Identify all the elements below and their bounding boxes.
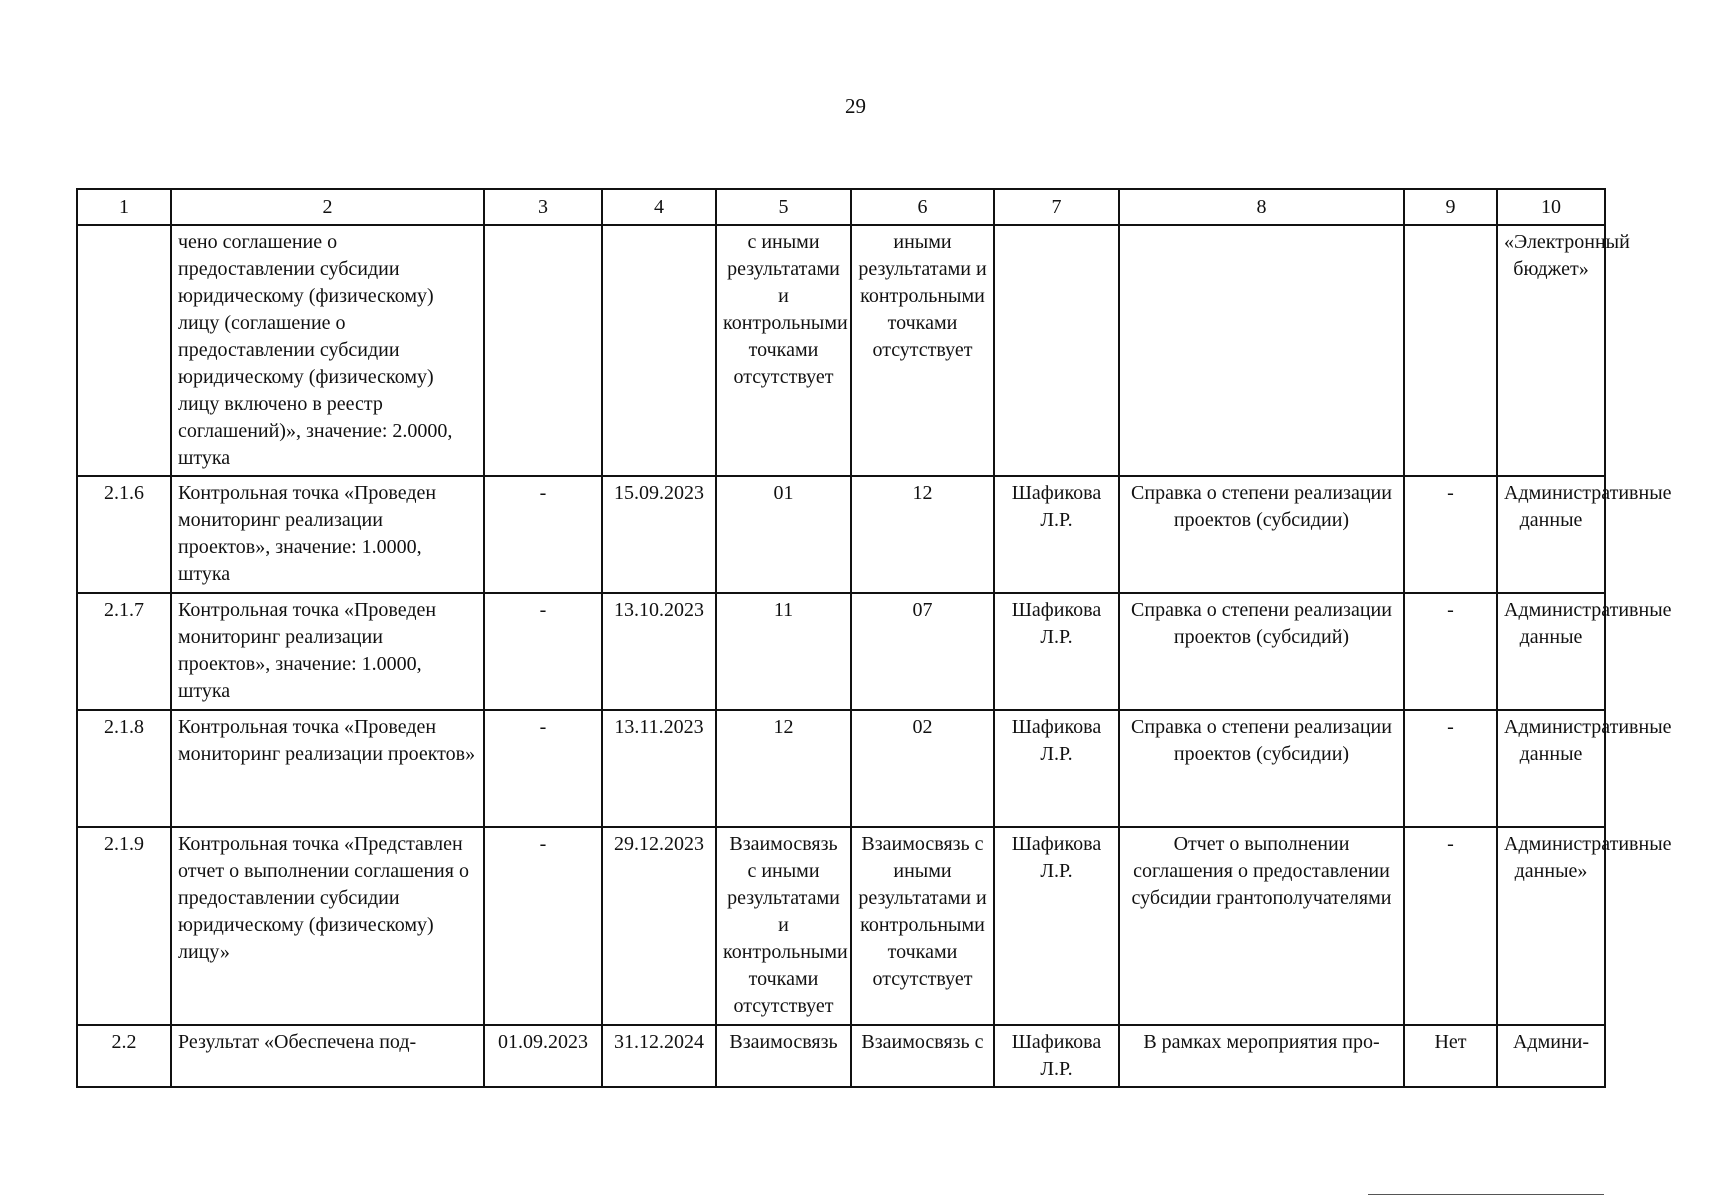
level-cell: - — [1404, 476, 1497, 593]
source-cell: Административные данные» — [1497, 827, 1605, 1025]
description-cell: Контрольная точка «Проведен мониторинг реализации проектов» — [171, 710, 484, 827]
header-cell-5: 5 — [716, 189, 851, 225]
level-cell: - — [1404, 593, 1497, 710]
level-cell — [1404, 225, 1497, 476]
row-number-cell — [77, 225, 171, 476]
predecessor-cell: с иными результатами и контрольными точками отсутствует — [716, 225, 851, 476]
document-cell: Справка о степени реализации проектов (субсидий) — [1119, 593, 1404, 710]
responsible-cell: Шафикова Л.Р. — [994, 476, 1119, 593]
successor-cell: 12 — [851, 476, 994, 593]
source-cell: Административные данные — [1497, 710, 1605, 827]
document-cell: В рамках мероприятия про- — [1119, 1025, 1404, 1087]
header-cell-4: 4 — [602, 189, 716, 225]
header-cell-2: 2 — [171, 189, 484, 225]
description-cell: чено соглашение о предоставлении субсидии юридическому (физическому) лицу (соглашение о предоставлении субсидии юридическому (физическому) лицу включено в реестр соглашений)», значение: 2.0000, штука — [171, 225, 484, 476]
successor-cell: Взаимосвязь с иными результатами и контрольными точками отсутствует — [851, 827, 994, 1025]
row-number-cell: 2.1.8 — [77, 710, 171, 827]
row-number-cell: 2.1.9 — [77, 827, 171, 1025]
document-cell — [1119, 225, 1404, 476]
description-cell: Контрольная точка «Представлен отчет о выполнении соглашения о предоставлении субсидии юридическому (физическому) лицу» — [171, 827, 484, 1025]
end-date-cell: 29.12.2023 — [602, 827, 716, 1025]
header-cell-10: 10 — [1497, 189, 1605, 225]
responsible-cell: Шафикова Л.Р. — [994, 827, 1119, 1025]
footer-rule — [1368, 1194, 1604, 1195]
header-cell-3: 3 — [484, 189, 602, 225]
successor-cell: 02 — [851, 710, 994, 827]
source-cell: «Электронный бюджет» — [1497, 225, 1605, 476]
start-date-cell: - — [484, 827, 602, 1025]
source-cell: Административные данные — [1497, 476, 1605, 593]
table-row — [77, 593, 1605, 710]
document-table — [76, 188, 1672, 1088]
header-cell-7: 7 — [994, 189, 1119, 225]
header-cell-8: 8 — [1119, 189, 1404, 225]
table-row — [77, 710, 1605, 827]
responsible-cell: Шафикова Л.Р. — [994, 593, 1119, 710]
document-cell: Справка о степени реализации проектов (субсидии) — [1119, 710, 1404, 827]
responsible-cell — [994, 225, 1119, 476]
document-cell: Справка о степени реализации проектов (субсидии) — [1119, 476, 1404, 593]
document-cell: Отчет о выполнении соглашения о предоставлении субсидии грантополучателями — [1119, 827, 1404, 1025]
source-cell: Админи- — [1497, 1025, 1605, 1087]
successor-cell: 07 — [851, 593, 994, 710]
level-cell: - — [1404, 710, 1497, 827]
table-row — [77, 827, 1605, 1025]
table-row — [77, 476, 1605, 593]
responsible-cell: Шафикова Л.Р. — [994, 1025, 1119, 1087]
row-number-cell: 2.2 — [77, 1025, 171, 1087]
description-cell: Результат «Обеспечена под- — [171, 1025, 484, 1087]
level-cell: - — [1404, 827, 1497, 1025]
end-date-cell: 15.09.2023 — [602, 476, 716, 593]
table-row — [77, 1025, 1605, 1087]
successor-cell: иными результатами и контрольными точками отсутствует — [851, 225, 994, 476]
successor-cell: Взаимосвязь с — [851, 1025, 994, 1087]
row-number-cell: 2.1.6 — [77, 476, 171, 593]
level-cell: Нет — [1404, 1025, 1497, 1087]
start-date-cell: 01.09.2023 — [484, 1025, 602, 1087]
header-cell-1: 1 — [77, 189, 171, 225]
predecessor-cell: 01 — [716, 476, 851, 593]
start-date-cell: - — [484, 710, 602, 827]
start-date-cell: - — [484, 476, 602, 593]
predecessor-cell: 11 — [716, 593, 851, 710]
start-date-cell — [484, 225, 602, 476]
page-number: 29 — [845, 94, 866, 118]
predecessor-cell: 12 — [716, 710, 851, 827]
end-date-cell: 13.10.2023 — [602, 593, 716, 710]
description-cell: Контрольная точка «Проведен мониторинг реализации проектов», значение: 1.0000, штука — [171, 476, 484, 593]
source-cell: Административные данные — [1497, 593, 1605, 710]
header-cell-9: 9 — [1404, 189, 1497, 225]
end-date-cell: 13.11.2023 — [602, 710, 716, 827]
predecessor-cell: Взаимосвязь — [716, 1025, 851, 1087]
start-date-cell: - — [484, 593, 602, 710]
predecessor-cell: Взаимосвязь с иными результатами и контрольными точками отсутствует — [716, 827, 851, 1025]
table-row — [77, 225, 1605, 476]
header-row — [77, 189, 1605, 225]
header-cell-6: 6 — [851, 189, 994, 225]
end-date-cell: 31.12.2024 — [602, 1025, 716, 1087]
end-date-cell — [602, 225, 716, 476]
description-cell: Контрольная точка «Проведен мониторинг реализации проектов», значение: 1.0000, штука — [171, 593, 484, 710]
row-number-cell: 2.1.7 — [77, 593, 171, 710]
responsible-cell: Шафикова Л.Р. — [994, 710, 1119, 827]
